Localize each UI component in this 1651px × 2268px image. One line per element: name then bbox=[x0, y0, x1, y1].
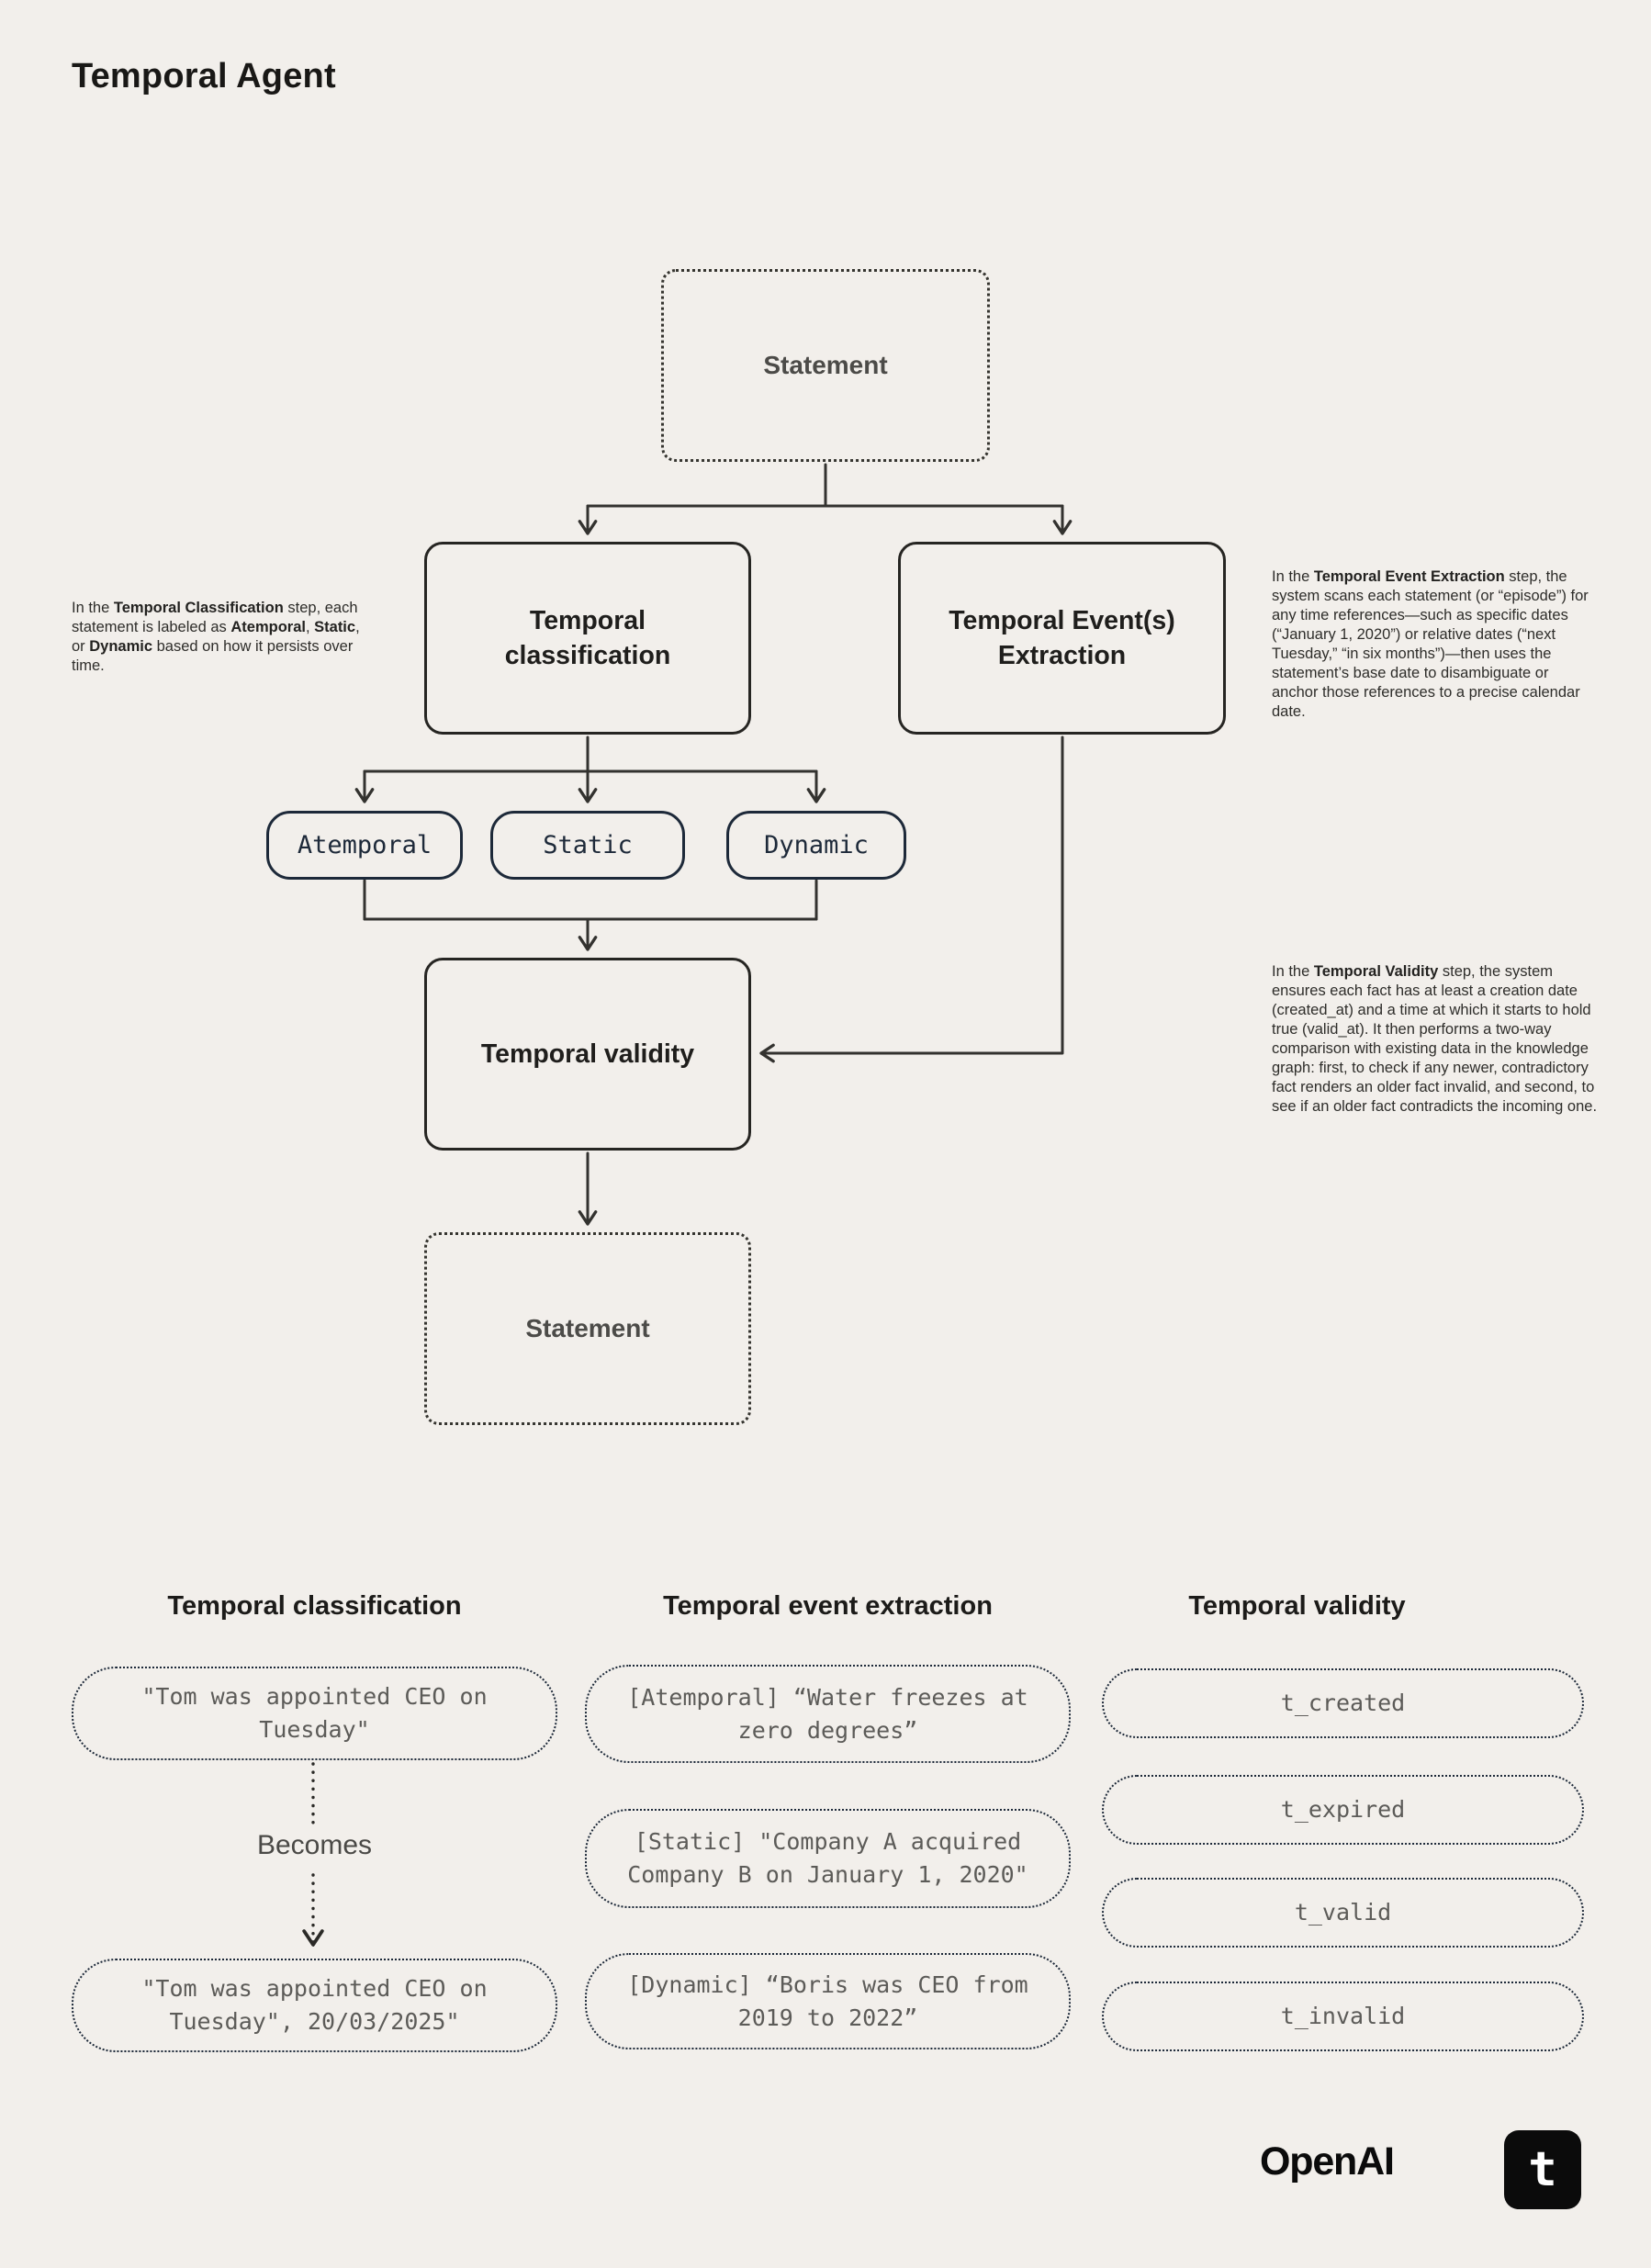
pill-static-label: Static bbox=[543, 831, 633, 859]
pill-dynamic-label: Dynamic bbox=[764, 831, 869, 859]
example-extraction-dynamic: [Dynamic] “Boris was CEO from 2019 to 2022” bbox=[585, 1953, 1071, 2049]
example-classification-before: "Tom was appointed CEO on Tuesday" bbox=[72, 1667, 557, 1760]
statement-bottom-node bbox=[424, 1232, 751, 1425]
statement-bottom-label: Statement bbox=[525, 1314, 650, 1342]
becomes-label: Becomes bbox=[256, 1830, 373, 1860]
note-temporal-validity: In the Temporal Validity step, the system ensures each fact has at least a creation date (created_at) and a time at which it starts to hold true (valid_at). It then performs a two-way comparison with existing data in the knowledge graph: first, to check if any newer, contradictory fact renders an older fact invalid, and second, to see if an older fact contradicts the incoming one. bbox=[1272, 963, 1598, 1115]
statement-top-node bbox=[661, 269, 990, 462]
temporal-validity-node bbox=[424, 958, 751, 1151]
column-header-temporal-validity: Temporal validity bbox=[1188, 1591, 1406, 1621]
openai-wordmark: OpenAI bbox=[1260, 2139, 1394, 2184]
t-logo-badge bbox=[1504, 2130, 1581, 2209]
pill-static bbox=[490, 811, 685, 880]
example-validity-t-created: t_created bbox=[1102, 1668, 1584, 1738]
temporal-event-extraction-label: Temporal Event(s) Extraction bbox=[949, 605, 1175, 670]
example-validity-t-valid: t_valid bbox=[1102, 1878, 1584, 1948]
note-temporal-classification: In the Temporal Classification step, each statement is labeled as Atemporal, Static, or Dynamic based on how it persists over time. bbox=[72, 600, 360, 674]
example-validity-t-expired: t_expired bbox=[1102, 1775, 1584, 1845]
note-temporal-event-extraction: In the Temporal Event Extraction step, the system scans each statement (or “episode”) for any time references—such as specific dates (“January 1, 2020”) or relative dates (“next Tuesday,” “in six months”)—then uses the statement’s base date to disambiguate or anchor those references to a precise calendar date. bbox=[1272, 568, 1589, 720]
connector-extraction-to-validity bbox=[761, 737, 1062, 1053]
example-classification-after: "Tom was appointed CEO on Tuesday", 20/03/2025" bbox=[72, 1959, 557, 2052]
example-validity-t-invalid: t_invalid bbox=[1102, 1982, 1584, 2051]
page-title: Temporal Agent bbox=[72, 57, 336, 95]
column-header-temporal-classification: Temporal classification bbox=[167, 1591, 462, 1621]
example-extraction-atemporal: [Atemporal] “Water freezes at zero degrees” bbox=[585, 1665, 1071, 1763]
temporal-classification-label: Temporal classification bbox=[504, 605, 671, 670]
pill-dynamic bbox=[726, 811, 906, 880]
example-extraction-static: [Static] "Company A acquired Company B on January 1, 2020" bbox=[585, 1809, 1071, 1908]
temporal-validity-label: Temporal validity bbox=[480, 1039, 695, 1069]
pill-atemporal bbox=[266, 811, 463, 880]
statement-top-label: Statement bbox=[763, 351, 888, 379]
temporal-classification-node bbox=[424, 542, 751, 735]
pill-atemporal-label: Atemporal bbox=[297, 831, 432, 859]
temporal-event-extraction-node bbox=[898, 542, 1226, 735]
column-header-temporal-event-extraction: Temporal event extraction bbox=[663, 1591, 993, 1621]
t-logo-letter: t bbox=[1528, 2142, 1557, 2197]
